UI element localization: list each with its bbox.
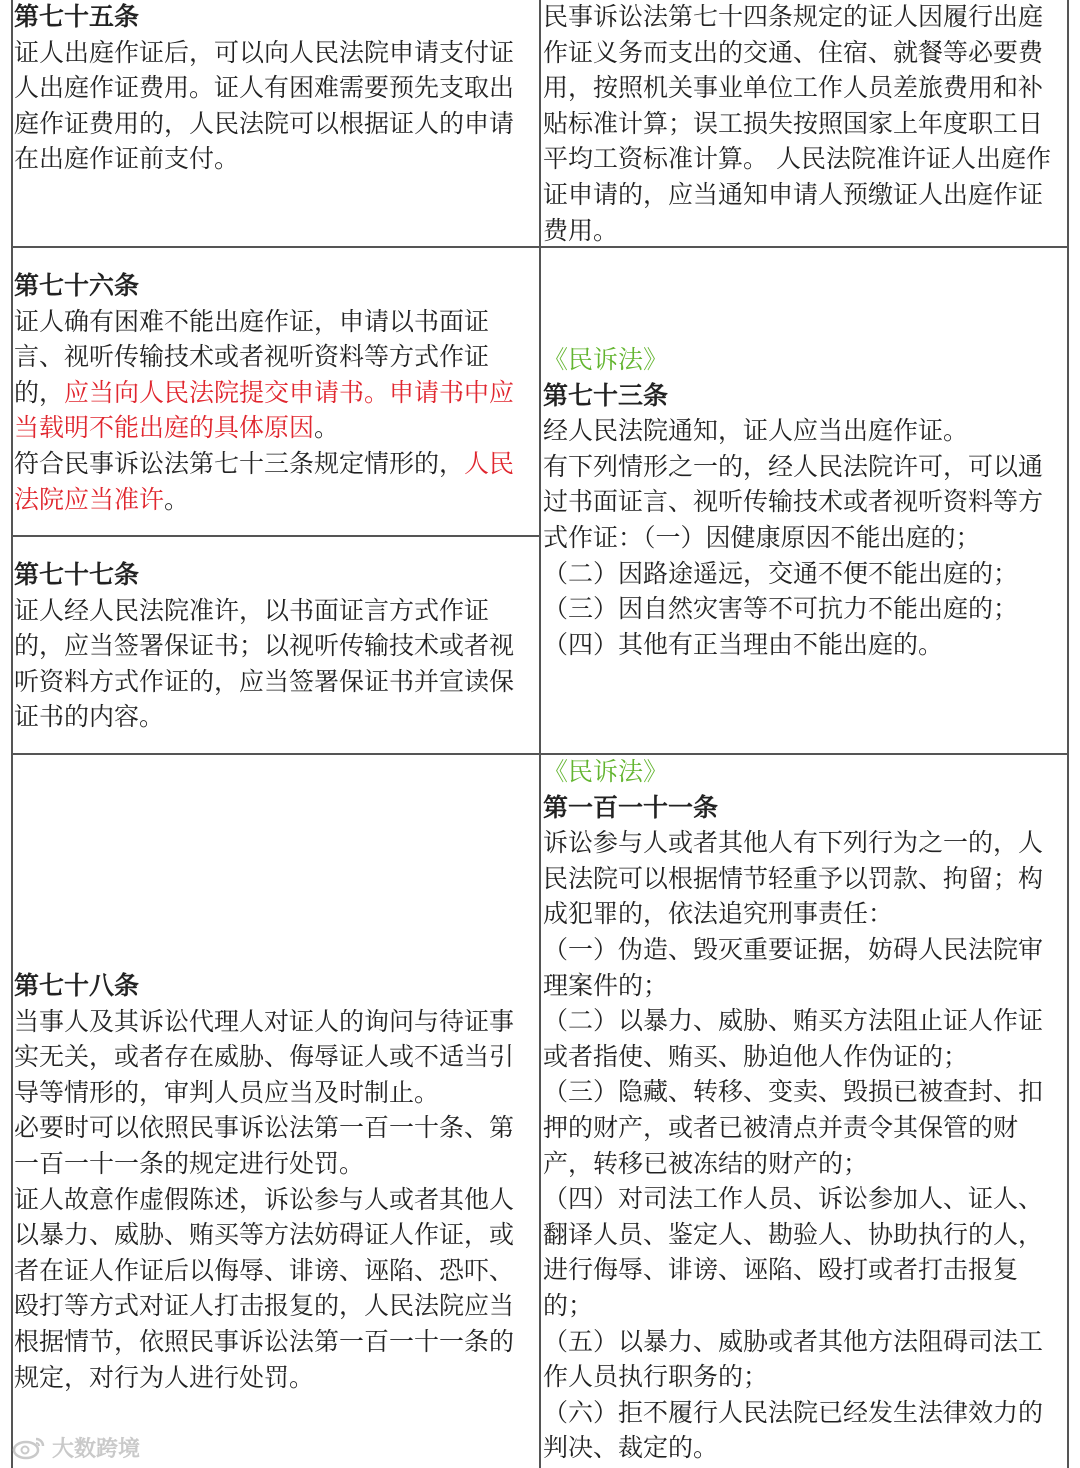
paragraph [543, 1003, 1065, 1074]
article-title: 第七十五条 [14, 2, 140, 31]
paragraph [543, 627, 1065, 663]
paragraph [543, 556, 1065, 592]
text-run: （二）因路途遥远，交通不便不能出庭的； [543, 558, 1019, 588]
text-run: 。 [314, 413, 340, 443]
paragraph [14, 1182, 536, 1396]
paragraph [543, 1324, 1065, 1395]
text-run: （一）伪造、毁灭重要证据，妨碍人民法院审理案件的； [543, 934, 1044, 1000]
text-run: 有下列情形之一的，经人民法院许可，可以通过书面证言、视听传输技术或者视听资料等方式作证：（一）因健康原因不能出庭的； [543, 451, 1044, 552]
article-title: 第七十六条 [14, 271, 140, 300]
article-75-interpretation-cell [543, 0, 1065, 248]
text-run: （六）拒不履行人民法院已经发生法律效力的判决、裁定的。 [543, 1397, 1044, 1463]
text-run: （三）因自然灾害等不可抗力不能出庭的； [543, 594, 1019, 624]
text-run: 证人经人民法院准许，以书面证言方式作证的，应当签署保证书；以视听传输技术或者视听资料方式作证的，应当签署保证书并宣读保证书的内容。 [14, 595, 515, 732]
paragraph [543, 932, 1065, 1003]
watermark [12, 1432, 140, 1463]
paragraph [14, 593, 536, 735]
text-run: 符合民事诉讼法第七十三条规定情形的， [14, 448, 465, 478]
paragraph [543, 1074, 1065, 1181]
article-title: 第七十三条 [543, 380, 669, 410]
text-run: 当事人及其诉讼代理人对证人的询问与待证事实无关，或者存在威胁、侮辱证人或不适当引导等情形的，审判人员应当及时制止。 [14, 1006, 515, 1107]
paragraph [543, 449, 1065, 556]
text-run: 。 [164, 484, 190, 514]
text-run: （四）其他有正当理由不能出庭的。 [543, 629, 944, 659]
source-label: 《民诉法》 [543, 345, 669, 374]
row-divider-left-split [11, 535, 541, 537]
text-run: 证人故意作虚假陈述，诉讼参与人或者其他人以暴力、威胁、贿买等方法妨碍证人作证，或者在证人作证后以侮辱、诽谤、诬陷、恐吓、殴打等方式对证人打击报复的，人民法院应当根据情节，依照民事诉讼法第一百一十一条的规定，对行为人进行处罚。 [14, 1184, 515, 1392]
text-run: 经人民法院通知，证人应当出庭作证。 [543, 416, 969, 446]
watermark-text: 大数跨境 [52, 1437, 141, 1462]
paragraph [543, 1395, 1065, 1466]
source-label: 《民诉法》 [543, 757, 669, 786]
text-run: （二）以暴力、威胁、贿买方法阻止证人作证或者指使、贿买、胁迫他人作伪证的； [543, 1006, 1044, 1071]
article-77-cell [14, 557, 536, 735]
civil-procedure-law-article-111-cell [543, 754, 1065, 1466]
table-column-divider [539, 0, 541, 1468]
article-75-cell [14, 0, 536, 177]
article-title: 第七十八条 [14, 971, 140, 1000]
highlighted-text: 应当向人民法院提交申请书。申请书中应当载明不能出庭的具体原因 [14, 377, 515, 443]
paragraph [543, 591, 1065, 627]
article-title: 第一百一十一条 [543, 792, 719, 822]
text-run: （四）对司法工作人员、诉讼参加人、证人、翻译人员、鉴定人、勘验人、协助执行的人，进行侮辱、诽谤、诬陷、殴打或者打击报复的； [543, 1184, 1044, 1320]
paragraph [14, 304, 536, 446]
text-run: 证人确有困难不能出庭作证，申请以书面证言、视听传输技术或者视听资料等方式作证的， [14, 306, 490, 407]
highlighted-text: 人民法院应当准许 [14, 448, 515, 514]
paragraph [543, 413, 1065, 449]
text-run: （三）隐藏、转移、变卖、毁损已被查封、扣押的财产，或者已被清点并责令其保管的财产，转移已被冻结的财产的； [543, 1077, 1044, 1178]
paragraph [543, 825, 1065, 932]
article-title: 第七十七条 [14, 560, 140, 589]
paragraph [14, 1110, 536, 1181]
text-run: 诉讼参与人或者其他人有下列行为之一的，人民法院可以根据情节轻重予以罚款、拘留；构成犯罪的，依法追究刑事责任： [543, 828, 1044, 929]
paragraph [14, 446, 536, 517]
article-78-cell [14, 968, 536, 1395]
paragraph [14, 35, 536, 177]
paragraph [14, 1004, 536, 1111]
article-76-cell [14, 268, 536, 517]
paragraph [543, 1181, 1065, 1323]
text-run: 证人出庭作证后，可以向人民法院申请支付证人出庭作证费用。证人有困难需要预先支取出庭作证费用的，人民法院可以根据证人的申请在出庭作证前支付。 [14, 37, 515, 174]
civil-procedure-law-article-73-cell [543, 342, 1065, 662]
text-run: 民事诉讼法第七十四条规定的证人因履行出庭作证义务而支出的交通、住宿、就餐等必要费用，按照机关事业单位工作人员差旅费用和补贴标准计算；误工损失按照国家上年度职工日平均工资标准计算。 人民法院准许证人出庭作证申请的，应当通知申请人预缴证人出庭作证费用。 [543, 2, 1051, 245]
text-run: （五）以暴力、威胁或者其他方法阻碍司法工作人员执行职务的； [543, 1326, 1044, 1392]
weibo-logo-icon [12, 1436, 46, 1460]
text-run: 必要时可以依照民事诉讼法第一百一十条、第一百一十一条的规定进行处罚。 [14, 1113, 515, 1178]
table-border-right [1067, 0, 1069, 1468]
table-border-left [11, 0, 13, 1468]
paragraph [543, 0, 1065, 248]
